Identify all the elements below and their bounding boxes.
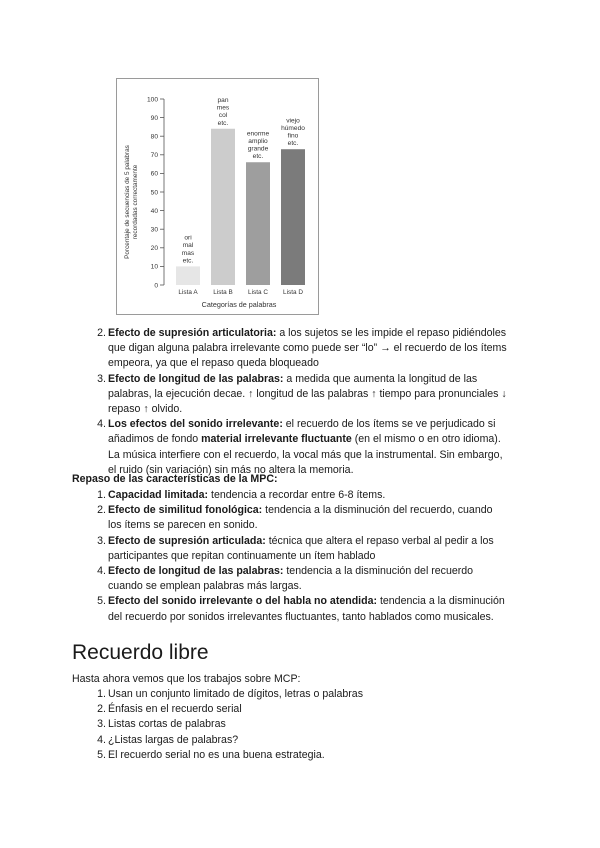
list-text: Listas cortas de palabras: [108, 718, 226, 731]
list-number: 4.: [97, 418, 106, 431]
y-tick-label: 20: [150, 245, 158, 253]
y-axis-label-line-2: recordadas correctamente: [132, 164, 139, 240]
y-axis: [147, 96, 164, 289]
y-tick-label: 10: [150, 263, 158, 271]
bar-annotation: etc.: [287, 140, 299, 148]
intro-paragraph: Hasta ahora vemos que los trabajos sobre MCP:: [72, 673, 301, 685]
list-text: cuando se emplean palabras más largas.: [108, 580, 302, 593]
bar-annotation: fino: [287, 132, 299, 140]
chart-canvas: [117, 79, 318, 314]
x-tick-label: Lista A: [178, 289, 198, 296]
list-term: Efecto de supresión articulatoria:: [108, 327, 277, 339]
bar-annotation: mas: [181, 249, 195, 257]
list-number: 5.: [97, 595, 106, 608]
list-text: los ítems se parecen en sonido.: [108, 519, 258, 532]
x-tick-label: Lista D: [283, 289, 303, 296]
bar-annotation: col: [218, 112, 228, 120]
list-item: [97, 534, 528, 564]
list-term: Efecto del sonido irrelevante o del habla no atendida:: [108, 595, 378, 608]
list-emphasis: material irrelevante fluctuante: [201, 433, 352, 446]
bar: [176, 266, 200, 285]
list-item: [97, 702, 528, 717]
bar-annotation: húmedo: [281, 125, 305, 133]
x-tick-label: Lista C: [248, 289, 268, 296]
list-text: del recuerdo por sonidos irrelevantes fluctuantes, tanto hablados como musicales.: [108, 610, 494, 623]
bar-annotation: etc.: [182, 257, 194, 265]
list-number: 3.: [97, 534, 106, 547]
list-item: [97, 717, 528, 732]
list-text: técnica que altera el repaso verbal al pedir a los: [265, 534, 494, 547]
bar-annotation: mes: [216, 104, 230, 112]
y-tick-label: 60: [150, 170, 158, 178]
list-term: Efecto de supresión articulada:: [108, 534, 266, 547]
list-text: tendencia a la disminución del recuerdo, cuando: [262, 504, 493, 517]
list-text: repaso ↑ olvido.: [108, 403, 183, 416]
list-item: [97, 687, 528, 702]
y-tick-label: 0: [154, 282, 158, 290]
section-title: Recuerdo libre: [72, 641, 209, 664]
list-text: tendencia a la disminución: [377, 595, 505, 608]
bar-annotation: ori: [184, 234, 192, 242]
list-text: el ruido (sin variación) sin más no altera la memoria.: [108, 463, 354, 476]
list-item: [97, 372, 528, 418]
list-text: que digan alguna palabra irrelevante como puede ser “lo” → el recuerdo de los ítems: [108, 342, 507, 355]
list-item: [97, 488, 528, 503]
x-tick-labels: [178, 289, 303, 296]
bar: [281, 149, 305, 285]
free-recall-list: [97, 687, 528, 763]
bar-annotation: enorme: [246, 130, 270, 138]
list-text: (en el mismo o en otro idioma).: [351, 433, 501, 446]
list-text: tendencia a recordar entre 6-8 ítems.: [208, 489, 386, 501]
list-text: a medida que aumenta la longitud de las: [283, 372, 478, 385]
list-text: tendencia a la disminución del recuerdo: [283, 565, 474, 578]
y-tick-label: 90: [150, 114, 158, 122]
list-term: Los efectos del sonido irrelevante:: [108, 418, 283, 431]
list-text: empeora, ya que el repaso queda bloqueado: [108, 357, 319, 370]
y-tick-label: 70: [150, 152, 158, 160]
list-text: La música interfiere con el recuerdo, la vocal más que la instrumental. Sin embargo,: [108, 448, 503, 461]
bar-annotation: viejo: [286, 117, 300, 125]
bar-annotation: etc.: [217, 119, 229, 127]
y-tick-label: 100: [146, 96, 158, 104]
review-list: [97, 488, 528, 625]
list-number: 5.: [97, 748, 106, 761]
y-tick-label: 80: [150, 133, 158, 141]
list-text: participantes que repitan continuamente un ítem hablado: [108, 549, 376, 562]
list-number: 2.: [97, 703, 106, 716]
list-item: [97, 564, 528, 594]
list-number: 2.: [97, 327, 106, 339]
list-text: ¿Listas largas de palabras?: [108, 733, 239, 746]
list-number: 3.: [97, 372, 106, 385]
list-item: [97, 417, 528, 478]
list-text: palabras, la ejecución decae. ↑ longitud de las palabras ↑ tiempo para pronunciales ↓: [108, 387, 507, 400]
list-term: Efecto de similitud fonológica:: [108, 504, 263, 517]
bar-annotation: mal: [182, 242, 194, 250]
x-axis-label: Categorías de palabras: [201, 300, 277, 309]
bar-annotation: grande: [247, 145, 269, 153]
list-number: 4.: [97, 733, 106, 746]
bar: [211, 129, 235, 285]
list-number: 2.: [97, 504, 106, 517]
bar-annotation: amplio: [248, 138, 268, 146]
bars: [176, 129, 305, 285]
list-term: Efecto de longitud de las palabras:: [108, 565, 284, 578]
effects-list-continued: [97, 326, 528, 478]
list-number: 1.: [97, 688, 106, 700]
list-item: [97, 748, 528, 763]
bar-annotation: etc.: [252, 153, 264, 161]
list-text: Énfasis en el recuerdo serial: [108, 703, 242, 716]
list-term: Capacidad limitada:: [108, 489, 209, 501]
y-axis-label-line-1: Porcentaje de secuencias de 5 palabras: [124, 145, 131, 259]
y-tick-label: 50: [150, 189, 158, 197]
list-number: 3.: [97, 718, 106, 731]
list-item: [97, 594, 528, 624]
list-text: El recuerdo serial no es una buena estrategia.: [108, 748, 325, 761]
bar: [246, 162, 270, 285]
list-text: el recuerdo de los ítems se ve perjudicado si: [282, 418, 496, 431]
y-tick-label: 40: [150, 207, 158, 215]
list-term: Efecto de longitud de las palabras:: [108, 372, 284, 385]
x-tick-label: Lista B: [213, 289, 233, 296]
list-number: 1.: [97, 489, 106, 501]
list-item: [97, 326, 528, 372]
figure-bar-chart: [116, 78, 319, 315]
review-heading: Repaso de las características de la MPC:: [72, 473, 278, 485]
list-text: añadimos de fondo: [108, 433, 202, 446]
list-number: 4.: [97, 565, 106, 578]
list-item: [97, 733, 528, 748]
list-text: Usan un conjunto limitado de dígitos, letras o palabras: [108, 688, 363, 700]
list-item: [97, 503, 528, 533]
bar-annotation: pan: [217, 96, 229, 104]
y-tick-label: 30: [150, 226, 158, 234]
list-text: a los sujetos se les impide el repaso pidiéndoles: [276, 327, 507, 339]
